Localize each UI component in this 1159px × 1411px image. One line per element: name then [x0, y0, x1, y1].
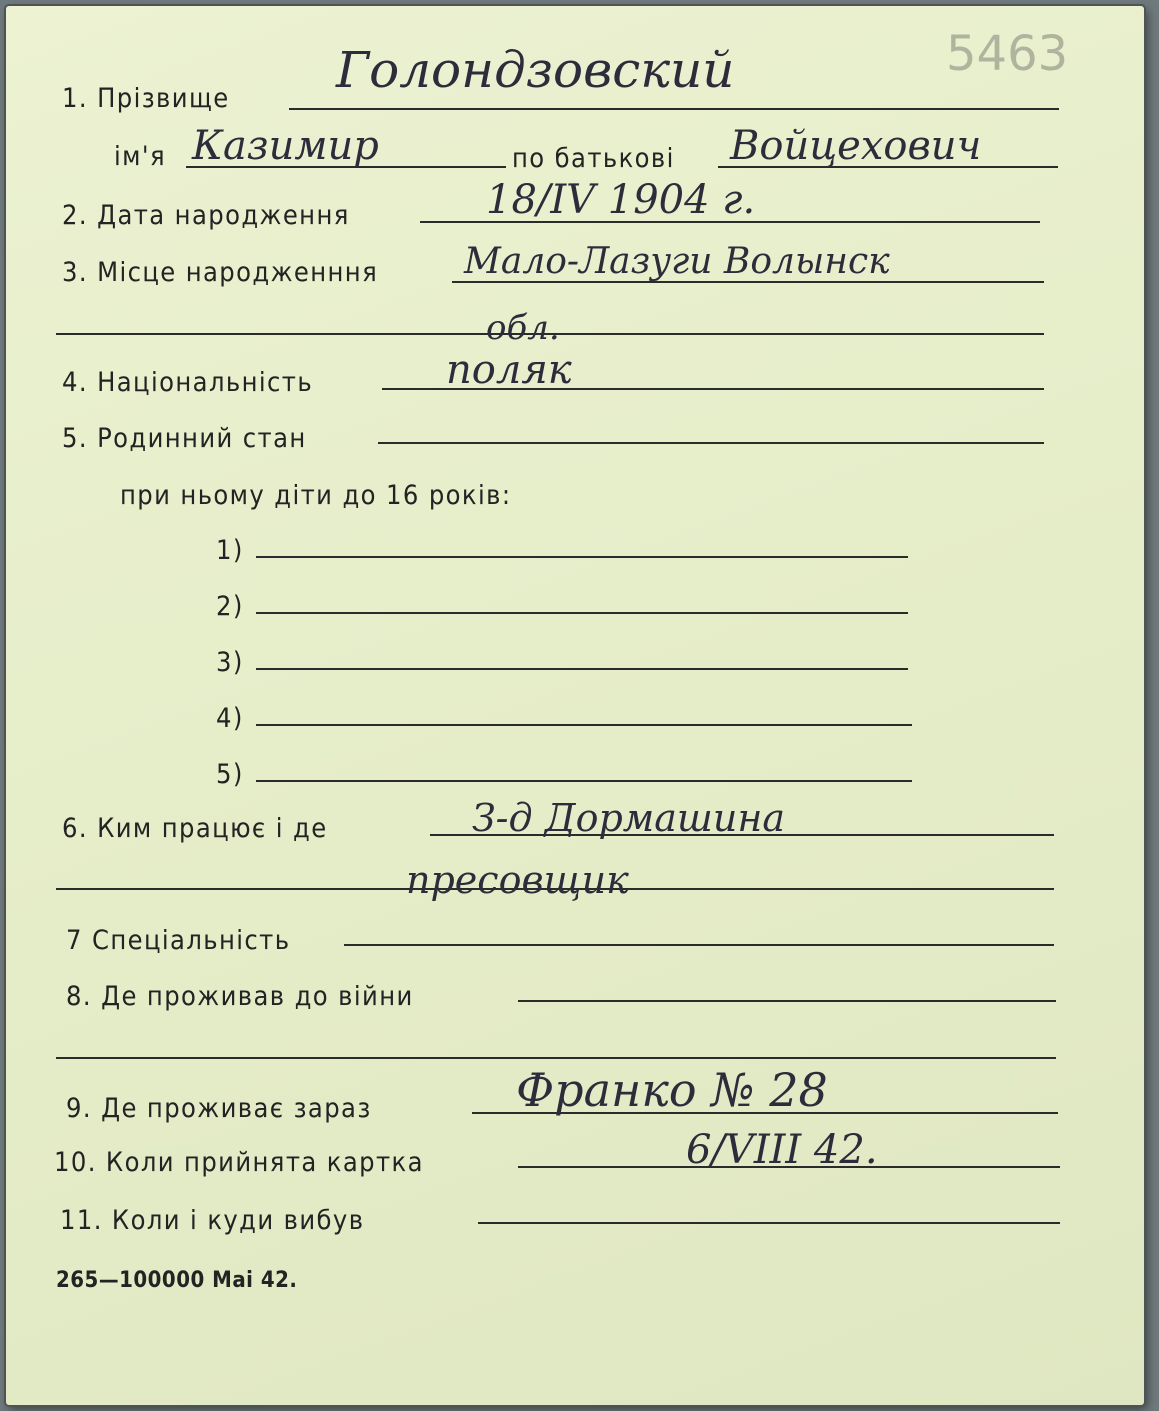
- line-surname: [289, 108, 1059, 110]
- value-employment-cont: пресовщик: [406, 858, 629, 902]
- line-prewar-residence-cont: [56, 1057, 1056, 1059]
- child-2-line: [256, 612, 908, 614]
- line-specialty: [344, 944, 1054, 946]
- line-marital-status: [378, 442, 1044, 444]
- label-specialty: 7 Спеціальність: [66, 925, 291, 956]
- label-nationality: 4. Національність: [62, 367, 314, 398]
- child-2-label: 2): [216, 591, 244, 622]
- print-run-footer: 265—100000 Mai 42.: [56, 1268, 298, 1293]
- label-first-name: ім'я: [114, 141, 166, 172]
- child-1-label: 1): [216, 535, 244, 566]
- child-4-line: [256, 724, 912, 726]
- label-current-residence: 9. Де проживає зараз: [66, 1093, 372, 1124]
- label-birth-date: 2. Дата народження: [62, 200, 350, 231]
- value-first-name: Казимир: [192, 123, 379, 169]
- line-departure: [478, 1222, 1060, 1224]
- line-prewar-residence: [518, 1000, 1056, 1002]
- value-birth-place: Мало-Лазуги Волынск: [464, 241, 890, 282]
- child-4-label: 4): [216, 703, 244, 734]
- value-birth-place-cont: обл.: [486, 308, 560, 348]
- label-children: при ньому діти до 16 років:: [120, 480, 512, 511]
- value-surname: Голондзовский: [336, 41, 735, 99]
- label-departure: 11. Коли і куди вибув: [60, 1205, 365, 1236]
- child-5-label: 5): [216, 759, 244, 790]
- value-birth-date: 18/IV 1904 г.: [486, 177, 756, 223]
- label-surname: 1. Прізвище: [62, 83, 230, 114]
- label-card-accepted: 10. Коли прийнята картка: [54, 1147, 424, 1178]
- label-employment: 6. Ким працює і де: [62, 813, 328, 844]
- label-prewar-residence: 8. Де проживав до війни: [66, 981, 414, 1012]
- card-number-stamp: 5463: [946, 26, 1069, 82]
- child-1-line: [256, 556, 908, 558]
- value-current-residence: Франко № 28: [516, 1063, 828, 1117]
- label-patronymic: по батькові: [512, 143, 675, 174]
- label-marital-status: 5. Родинний стан: [62, 423, 307, 454]
- value-patronymic: Войцехович: [730, 123, 982, 169]
- child-5-line: [256, 780, 912, 782]
- value-card-accepted: 6/VIII 42.: [686, 1127, 878, 1173]
- registration-card: [6, 6, 1144, 1405]
- value-employment: З-д Дормашина: [472, 796, 786, 840]
- value-nationality: поляк: [446, 347, 572, 393]
- label-birth-place: 3. Місце народженння: [62, 257, 379, 288]
- child-3-label: 3): [216, 647, 244, 678]
- child-3-line: [256, 668, 908, 670]
